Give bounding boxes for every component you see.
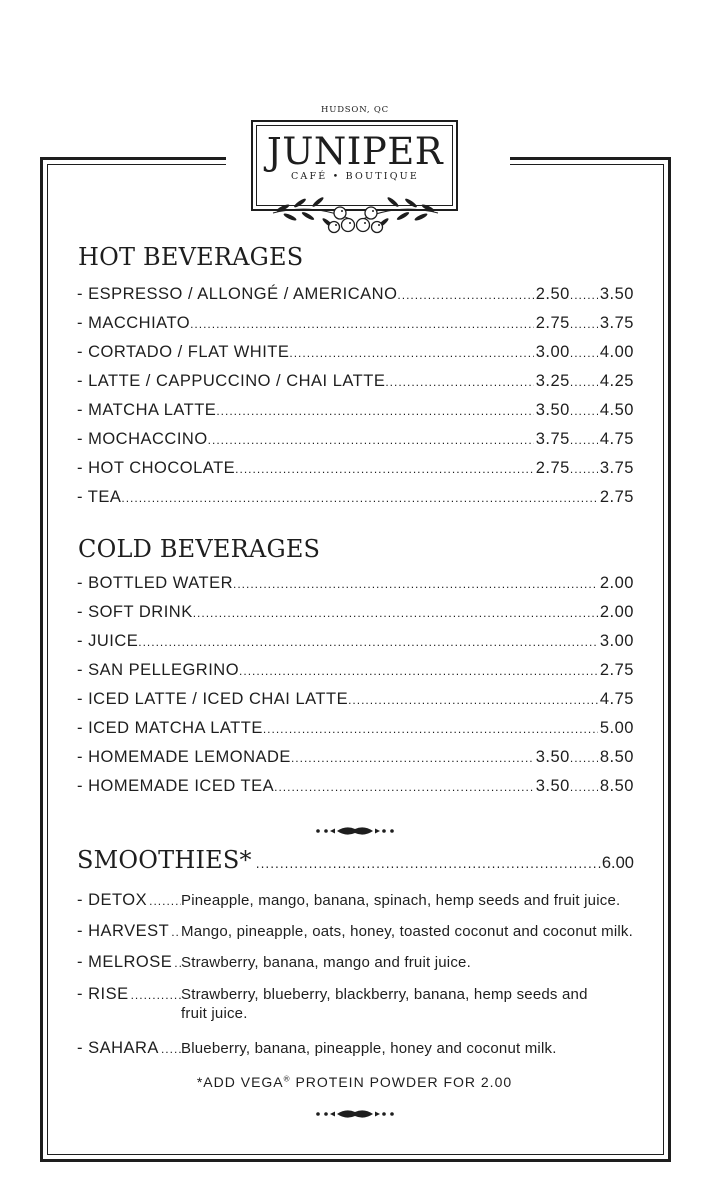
smoothie-name: - DETOX <box>77 891 148 909</box>
registered-mark: ® <box>283 1074 291 1084</box>
leader-dots <box>570 780 598 794</box>
item-name: - LATTE / CAPPUCCINO / CHAI LATTE <box>77 372 386 390</box>
item-price-large: 4.00 <box>599 343 634 361</box>
smoothie-label <box>77 922 181 941</box>
smoothie-label <box>77 891 181 910</box>
menu-item <box>77 372 634 396</box>
note-suffix: PROTEIN POWDER FOR 2.00 <box>290 1074 513 1090</box>
item-name: - ESPRESSO / ALLONGÉ / AMERICANO <box>77 285 398 303</box>
menu-item <box>77 632 634 656</box>
juniper-logo <box>230 103 480 243</box>
item-name: - CORTADO / FLAT WHITE <box>77 343 290 361</box>
smoothie-description: Mango, pineapple, oats, honey, toasted coconut and coconut milk. <box>181 923 633 940</box>
item-name: - ICED MATCHA LATTE <box>77 719 263 737</box>
item-price-small: 3.75 <box>535 430 570 448</box>
leader-dots <box>121 491 598 505</box>
item-name: - MOCHACCINO <box>77 430 208 448</box>
item-name: - JUICE <box>77 632 139 650</box>
item-price-small: 3.00 <box>535 343 570 361</box>
leader-dots <box>570 404 598 418</box>
logo-name: JUNIPER <box>266 130 444 173</box>
leader-dots <box>291 751 534 765</box>
item-price: 2.00 <box>599 603 634 621</box>
item-price-large: 3.75 <box>599 314 634 332</box>
leader-dots <box>385 375 533 389</box>
smoothie-label <box>77 985 181 1004</box>
leader-dots <box>208 433 534 447</box>
item-price-large: 4.75 <box>599 430 634 448</box>
ornament-divider-icon <box>315 1108 395 1120</box>
leader-dots <box>216 404 533 418</box>
menu-item <box>77 285 634 309</box>
leader-dots <box>570 346 598 360</box>
menu-item <box>77 661 634 685</box>
item-price-small: 3.50 <box>535 748 570 766</box>
item-price-small: 3.50 <box>535 777 570 795</box>
item-name: - ICED LATTE / ICED CHAI LATTE <box>77 690 349 708</box>
menu-item <box>77 401 634 425</box>
leader-dots <box>570 462 598 476</box>
item-price-small: 3.25 <box>535 372 570 390</box>
item-name: - SAN PELLEGRINO <box>77 661 240 679</box>
leader-dots <box>274 780 534 794</box>
menu-item <box>77 343 634 367</box>
juniper-sprig-icon <box>268 183 443 241</box>
protein-note <box>0 1074 709 1090</box>
item-price: 2.00 <box>599 574 634 592</box>
leader-dots <box>256 857 602 871</box>
item-name: - MATCHA LATTE <box>77 401 217 419</box>
item-price-small: 2.75 <box>535 314 570 332</box>
item-price-large: 4.50 <box>599 401 634 419</box>
leader-dots <box>570 433 598 447</box>
menu-item <box>77 748 634 772</box>
item-name: - HOMEMADE ICED TEA <box>77 777 275 795</box>
item-price: 3.00 <box>599 632 634 650</box>
hot-beverages-heading: HOT BEVERAGES <box>78 243 304 271</box>
item-price-large: 8.50 <box>599 748 634 766</box>
leader-dots <box>161 1042 181 1056</box>
smoothies-price: 6.00 <box>601 854 634 872</box>
leader-dots <box>570 317 598 331</box>
item-price-small: 2.50 <box>535 285 570 303</box>
item-price-large: 3.75 <box>599 459 634 477</box>
cold-beverages-heading: COLD BEVERAGES <box>78 535 321 563</box>
item-name: - HOMEMADE LEMONADE <box>77 748 291 766</box>
smoothie-label <box>77 953 181 972</box>
menu-item <box>77 488 634 512</box>
item-price: 4.75 <box>599 690 634 708</box>
menu-item <box>77 430 634 454</box>
leader-dots <box>570 751 598 765</box>
item-name: - BOTTLED WATER <box>77 574 233 592</box>
smoothie-name: - MELROSE <box>77 953 173 971</box>
item-name: - MACCHIATO <box>77 314 191 332</box>
item-price: 5.00 <box>599 719 634 737</box>
leader-dots <box>131 988 181 1002</box>
item-price-large: 4.25 <box>599 372 634 390</box>
item-price: 2.75 <box>599 488 634 506</box>
leader-dots <box>348 693 598 707</box>
leader-dots <box>239 664 598 678</box>
menu-item <box>77 314 634 338</box>
smoothie-name: - SAHARA <box>77 1039 159 1057</box>
smoothie-description: Strawberry, banana, mango and fruit juice. <box>181 954 471 971</box>
leader-dots <box>190 317 534 331</box>
leader-dots <box>174 956 181 970</box>
smoothie-description: Strawberry, blueberry, blackberry, banana, hemp seeds and fruit juice. <box>181 986 588 1022</box>
leader-dots <box>570 288 598 302</box>
item-name: - TEA <box>77 488 122 506</box>
logo-town <box>230 105 480 115</box>
item-price-small: 3.50 <box>535 401 570 419</box>
leader-dots <box>193 606 598 620</box>
leader-dots <box>289 346 533 360</box>
smoothie-description: Pineapple, mango, banana, spinach, hemp seeds and fruit juice. <box>181 892 621 909</box>
item-price-small: 2.75 <box>535 459 570 477</box>
leader-dots <box>171 925 181 939</box>
menu-item <box>77 603 634 627</box>
smoothie-name: - HARVEST <box>77 922 170 940</box>
leader-dots <box>263 722 598 736</box>
item-price-large: 8.50 <box>599 777 634 795</box>
leader-dots <box>233 577 598 591</box>
menu-item <box>77 690 634 714</box>
note-prefix: *ADD VEGA <box>196 1074 284 1090</box>
leader-dots <box>149 894 181 908</box>
item-price-large: 3.50 <box>599 285 634 303</box>
menu-item <box>77 777 634 801</box>
smoothie-label <box>77 1039 181 1058</box>
logo-town-text: HUDSON, QC <box>316 105 394 115</box>
leader-dots <box>570 375 598 389</box>
smoothie-name: - RISE <box>77 985 129 1003</box>
ornament-divider-icon <box>315 825 395 837</box>
item-price: 2.75 <box>599 661 634 679</box>
leader-dots <box>138 635 598 649</box>
leader-dots <box>235 462 534 476</box>
menu-item <box>77 459 634 483</box>
smoothies-header <box>77 846 634 876</box>
leader-dots <box>397 288 533 302</box>
menu-item <box>77 574 634 598</box>
menu-item <box>77 719 634 743</box>
item-name: - SOFT DRINK <box>77 603 193 621</box>
smoothies-heading: SMOOTHIES* <box>77 846 252 874</box>
logo-subtitle: CAFÉ • BOUTIQUE <box>290 171 420 182</box>
smoothie-description: Blueberry, banana, pineapple, honey and coconut milk. <box>181 1040 557 1057</box>
item-name: - HOT CHOCOLATE <box>77 459 236 477</box>
